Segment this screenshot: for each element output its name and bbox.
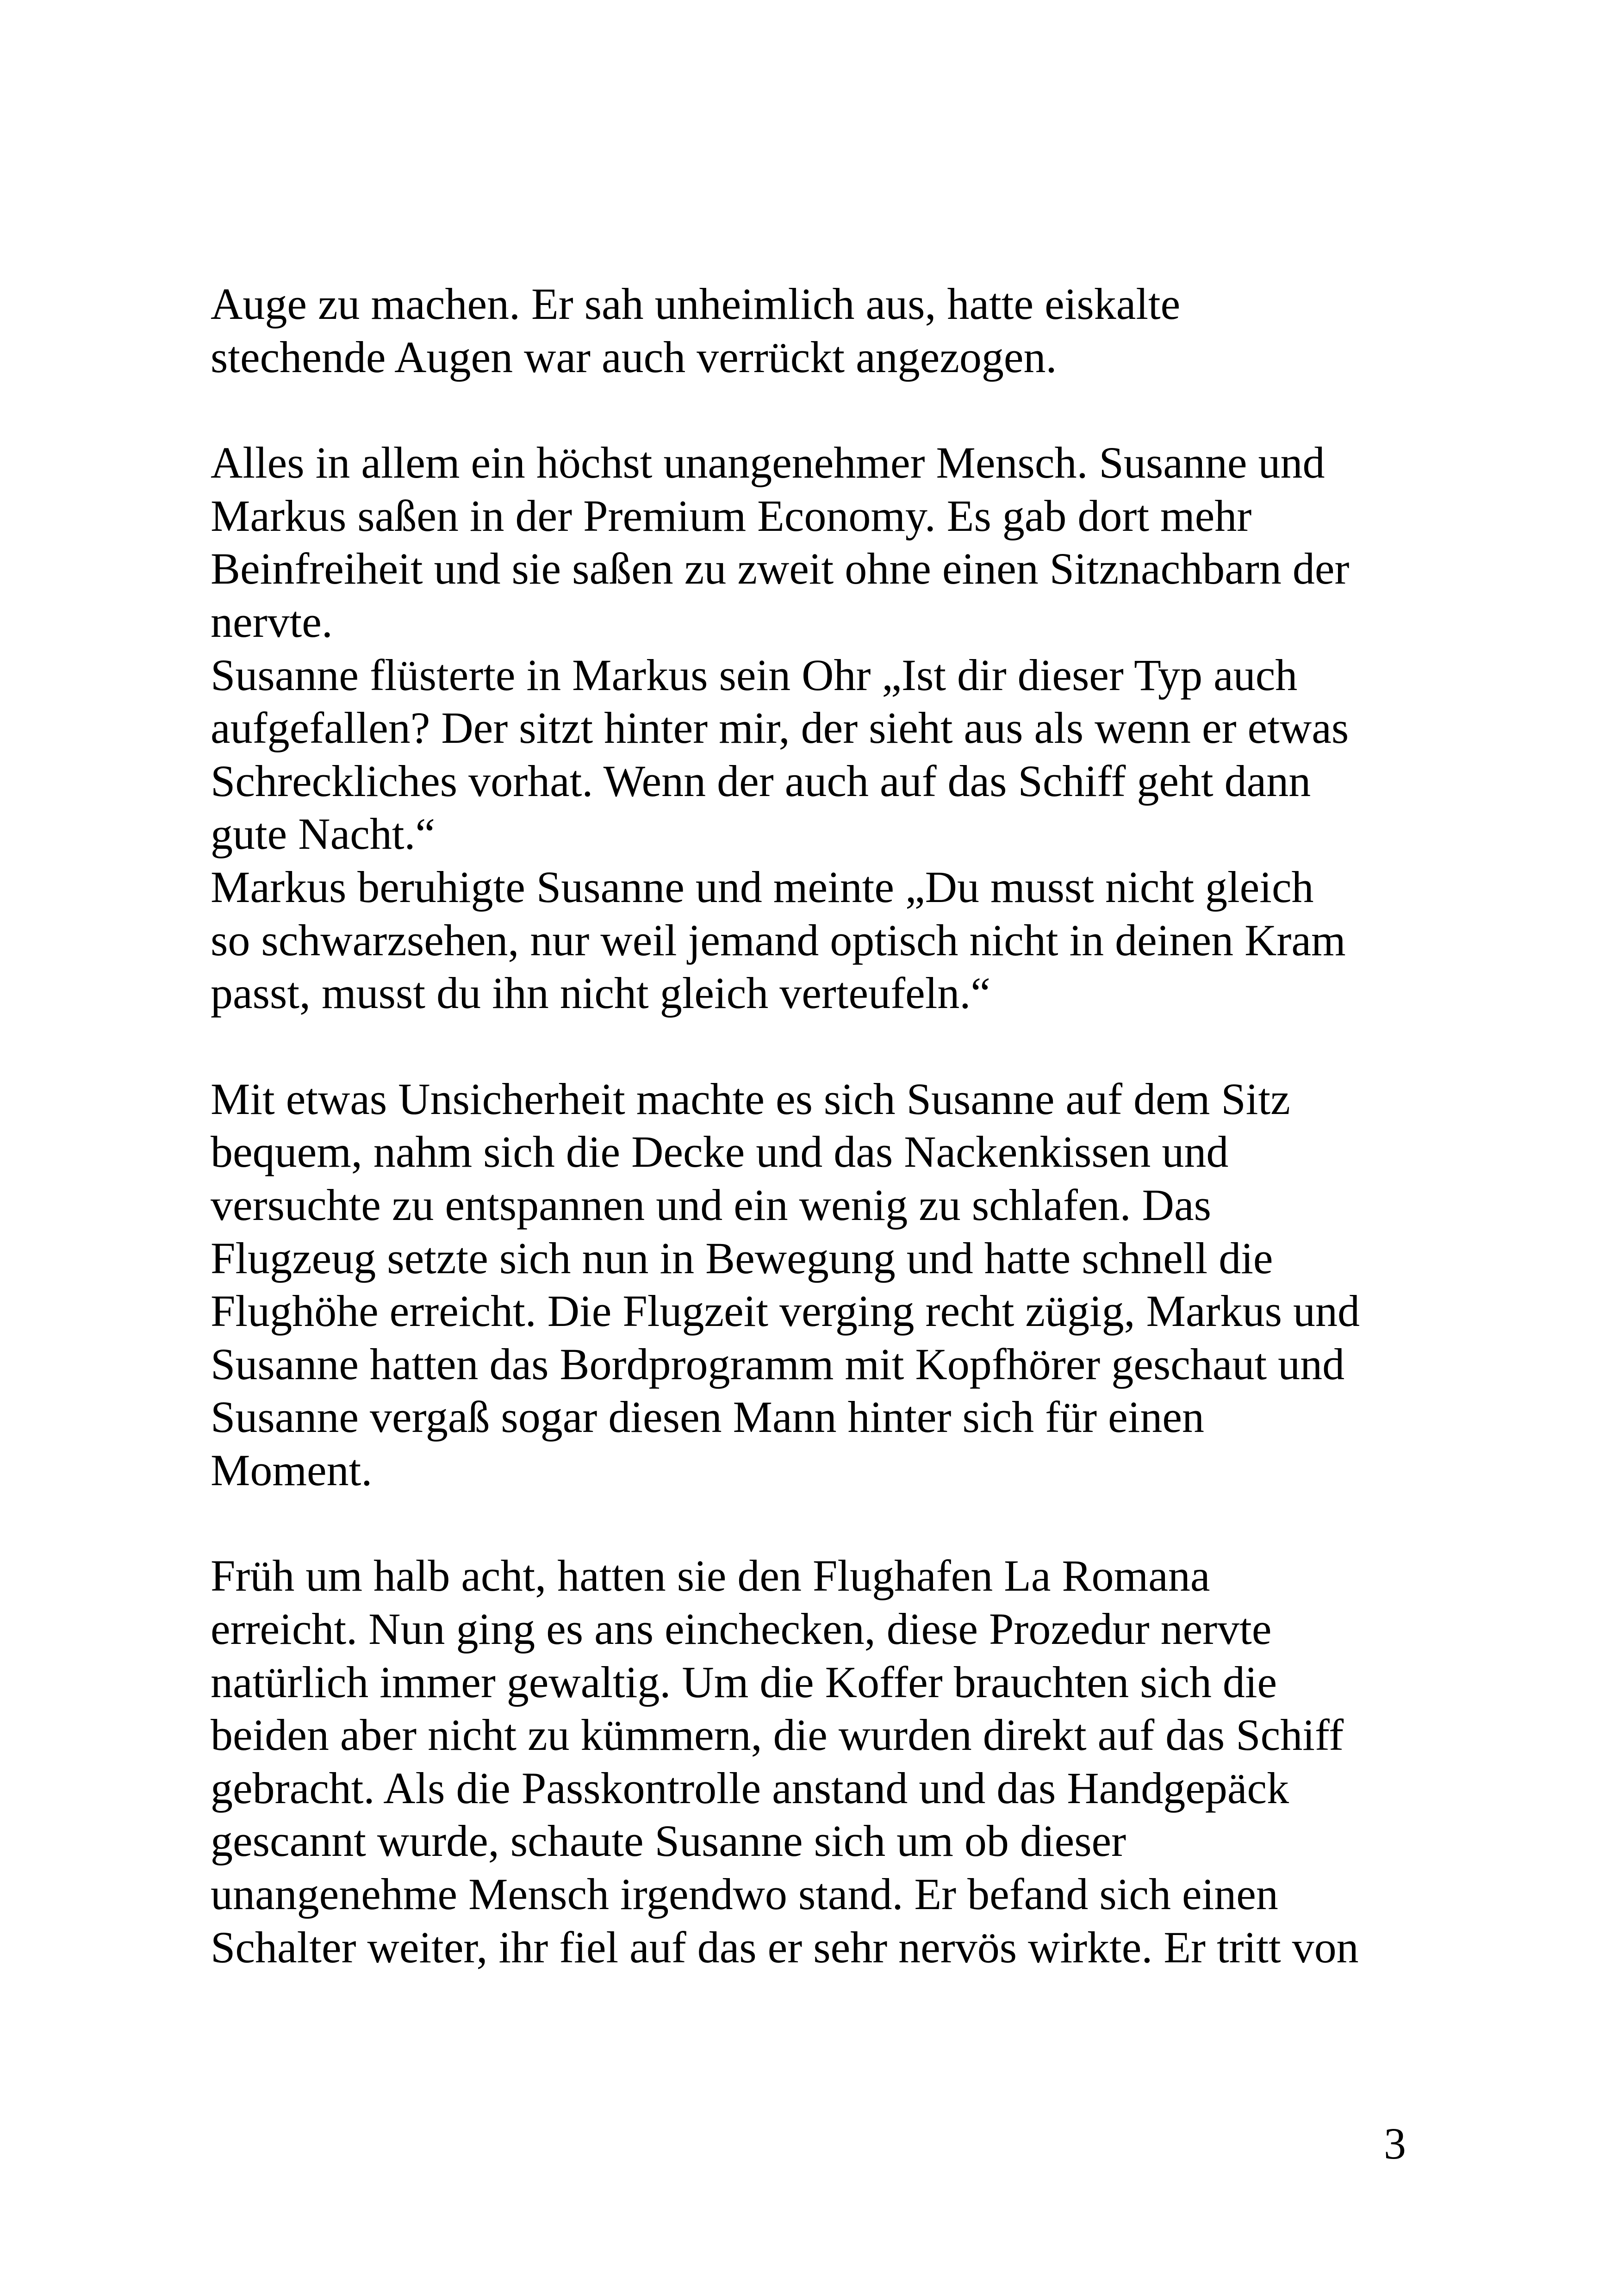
text-line: Markus beruhigte Susanne und meinte „Du musst nicht gleich bbox=[211, 862, 1314, 912]
paragraph-1 bbox=[211, 278, 1442, 384]
text-line: stechende Augen war auch verrückt angezogen. bbox=[211, 332, 1057, 382]
text-line: beiden aber nicht zu kümmern, die wurden direkt auf das Schiff bbox=[211, 1710, 1344, 1760]
text-line: Mit etwas Unsicherheit machte es sich Susanne auf dem Sitz bbox=[211, 1074, 1290, 1124]
text-line: Schreckliches vorhat. Wenn der auch auf das Schiff geht dann bbox=[211, 756, 1311, 806]
text-line: Susanne flüsterte in Markus sein Ohr „Ist dir dieser Typ auch bbox=[211, 650, 1298, 700]
text-line: Susanne vergaß sogar diesen Mann hinter sich für einen bbox=[211, 1392, 1204, 1442]
text-line: Beinfreiheit und sie saßen zu zweit ohne einen Sitznachbarn der bbox=[211, 544, 1350, 594]
paragraph-5 bbox=[211, 1073, 1442, 1497]
text-line: Auge zu machen. Er sah unheimlich aus, hatte eiskalte bbox=[211, 279, 1181, 329]
text-line: Moment. bbox=[211, 1445, 373, 1495]
paragraph-2 bbox=[211, 436, 1442, 648]
text-line: Markus saßen in der Premium Economy. Es gab dort mehr bbox=[211, 491, 1252, 541]
text-line: Schalter weiter, ihr fiel auf das er sehr nervös wirkte. Er tritt von bbox=[211, 1922, 1359, 1972]
text-line: nervte. bbox=[211, 597, 333, 647]
paragraph-3 bbox=[211, 649, 1442, 861]
text-line: natürlich immer gewaltig. Um die Koffer brauchten sich die bbox=[211, 1657, 1277, 1707]
paragraph-4 bbox=[211, 861, 1442, 1020]
text-line: unangenehme Mensch irgendwo stand. Er befand sich einen bbox=[211, 1869, 1278, 1919]
text-line: bequem, nahm sich die Decke und das Nackenkissen und bbox=[211, 1127, 1229, 1177]
text-line: gute Nacht.“ bbox=[211, 809, 436, 859]
text-line: Flughöhe erreicht. Die Flugzeit verging recht zügig, Markus und bbox=[211, 1286, 1360, 1336]
text-line: so schwarzsehen, nur weil jemand optisch nicht in deinen Kram bbox=[211, 915, 1346, 965]
text-line: versuchte zu entspannen und ein wenig zu schlafen. Das bbox=[211, 1180, 1211, 1230]
text-line: Flugzeug setzte sich nun in Bewegung und hatte schnell die bbox=[211, 1233, 1273, 1283]
text-line: passt, musst du ihn nicht gleich verteufeln.“ bbox=[211, 968, 990, 1018]
text-line: gebracht. Als die Passkontrolle anstand und das Handgepäck bbox=[211, 1763, 1289, 1813]
paragraph-6 bbox=[211, 1549, 1442, 1974]
page-number: 3 bbox=[1384, 2119, 1406, 2168]
text-line: aufgefallen? Der sitzt hinter mir, der sieht aus als wenn er etwas bbox=[211, 703, 1349, 753]
text-line: Alles in allem ein höchst unangenehmer Mensch. Susanne und bbox=[211, 438, 1325, 488]
text-line: Früh um halb acht, hatten sie den Flughafen La Romana bbox=[211, 1551, 1210, 1601]
text-line: gescannt wurde, schaute Susanne sich um ob dieser bbox=[211, 1816, 1126, 1866]
text-line: erreicht. Nun ging es ans einchecken, diese Prozedur nervte bbox=[211, 1604, 1272, 1654]
page-body bbox=[211, 278, 1442, 1974]
text-line: Susanne hatten das Bordprogramm mit Kopfhörer geschaut und bbox=[211, 1339, 1345, 1389]
